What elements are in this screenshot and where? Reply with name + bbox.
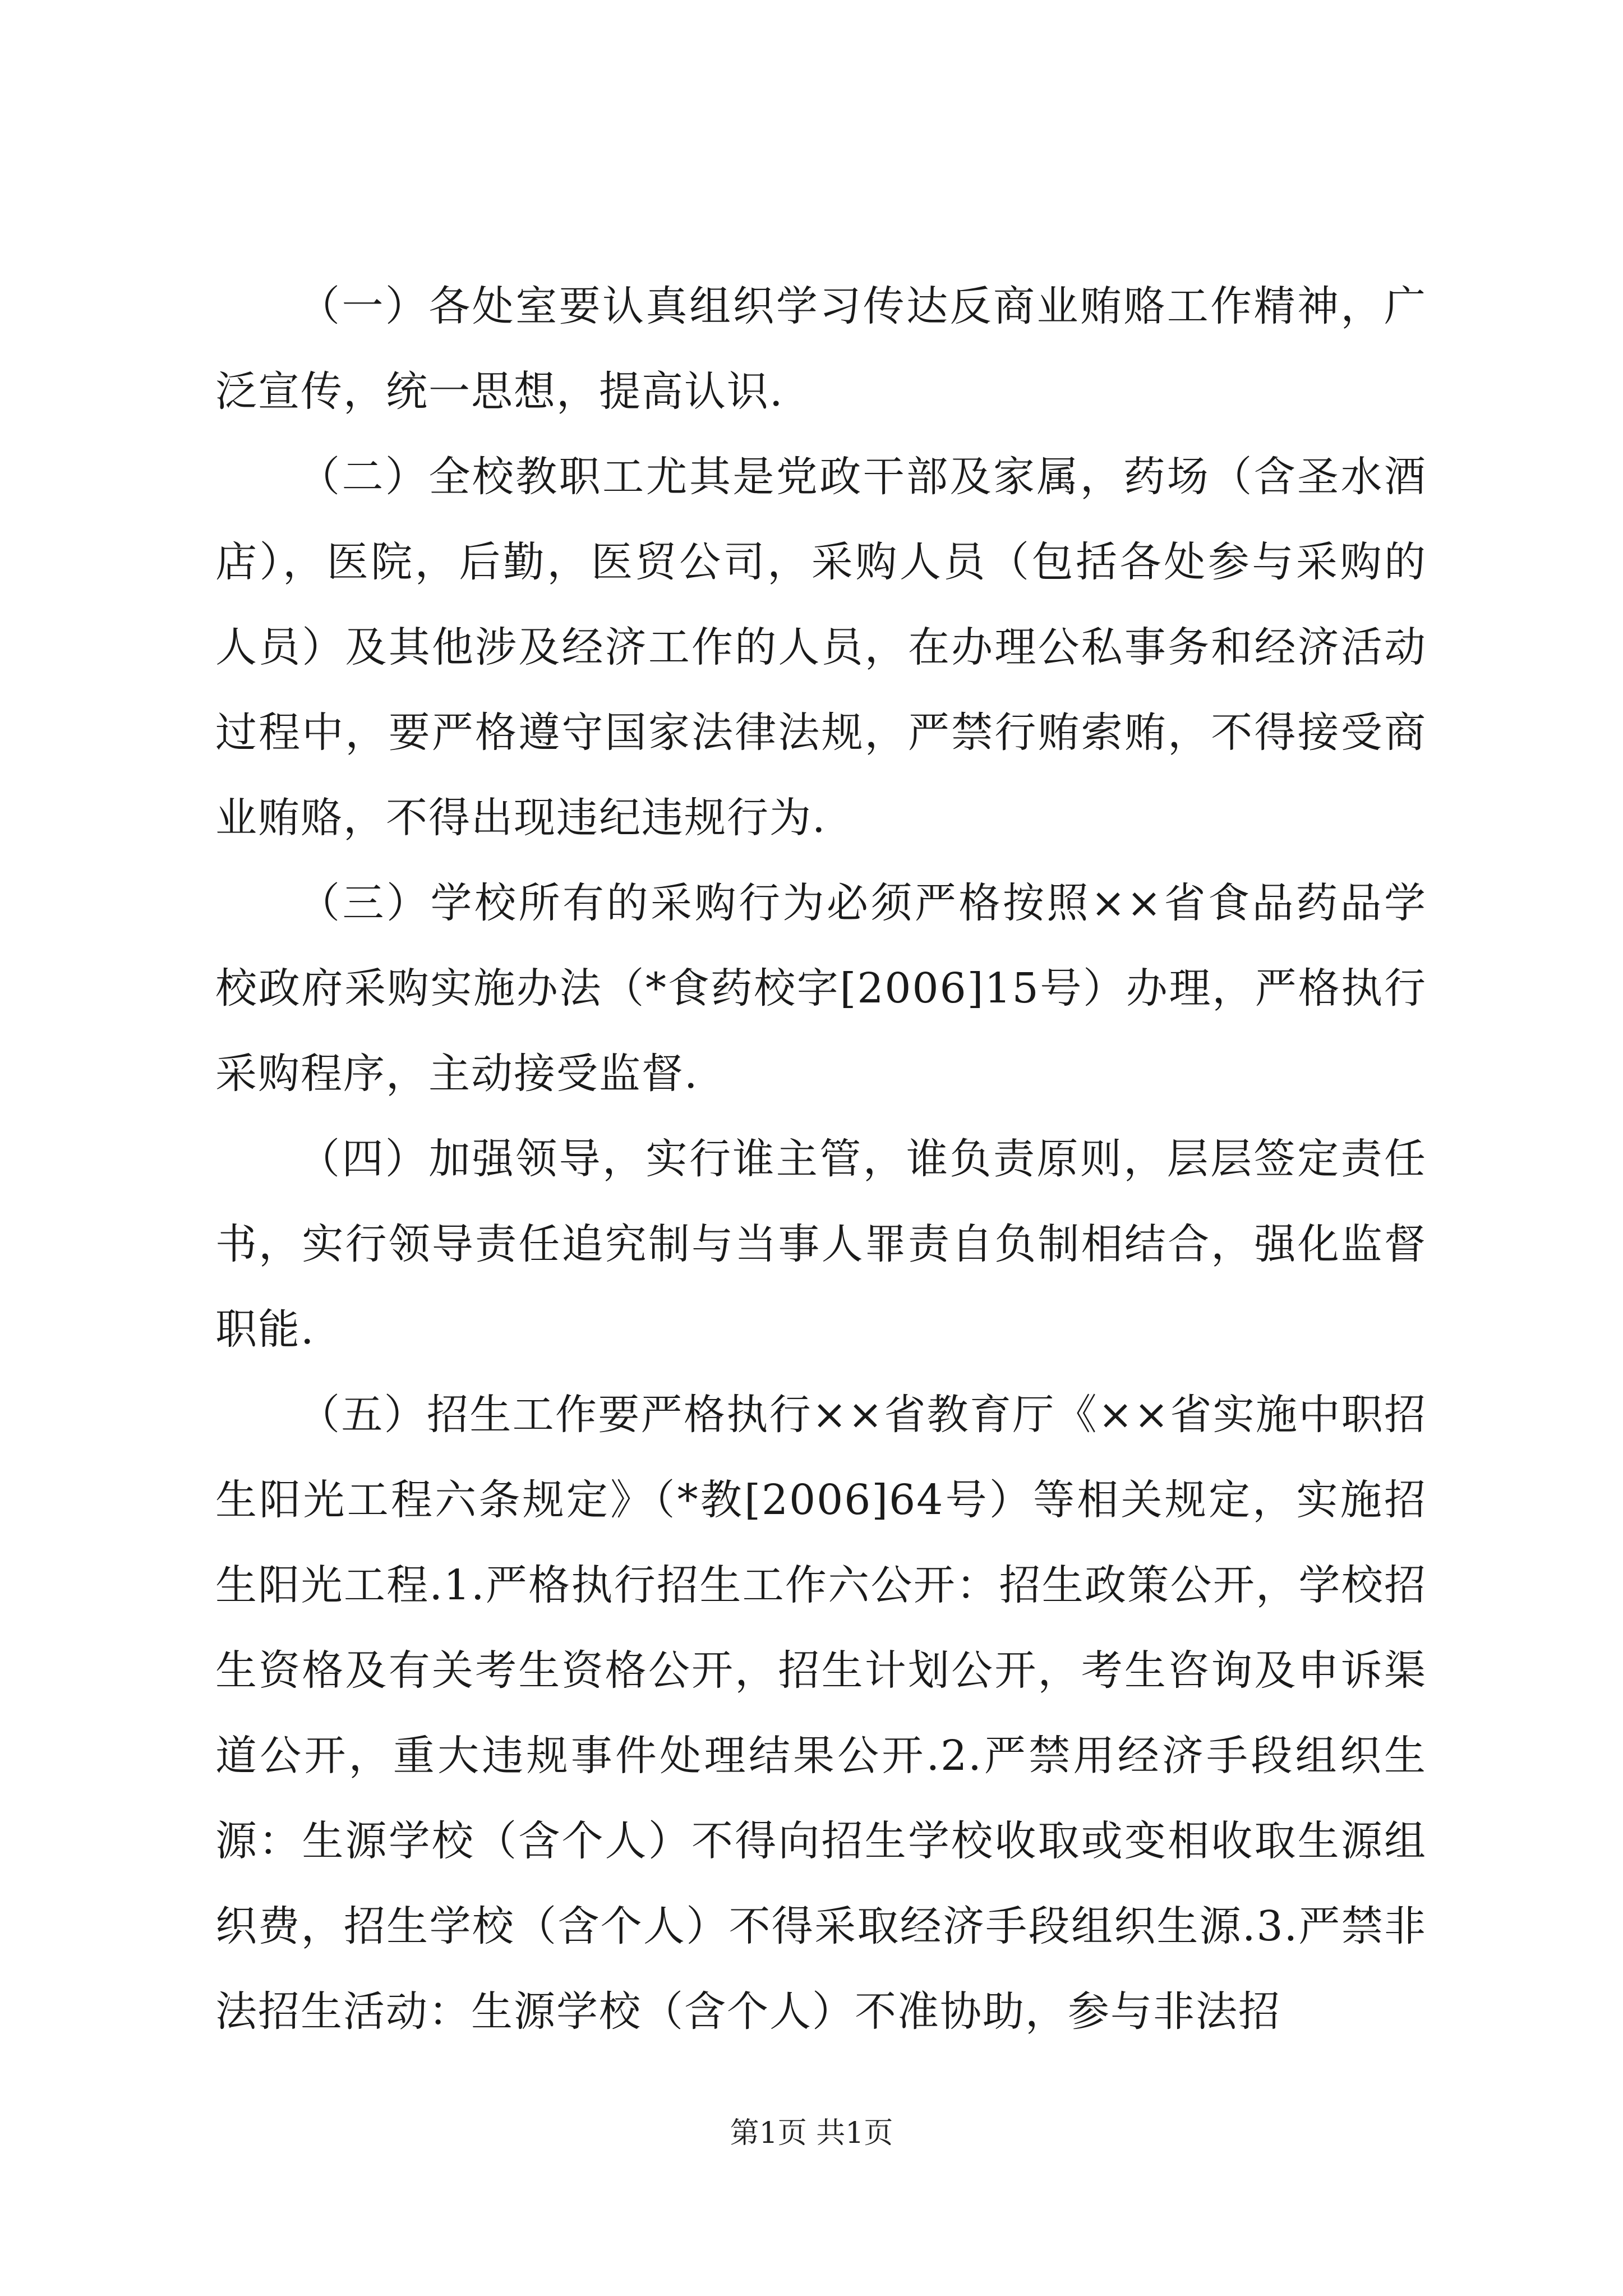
page-footer: 第1页 共1页 (730, 2116, 893, 2150)
paragraph-3: （三）学校所有的采购行为必须严格按照××省食品药品学校政府采购实施办法（*食药校字[2006]15号）办理，严格执行采购程序，主动接受监督. (215, 879, 1427, 1098)
paragraph-1: （一）各处室要认真组织学习传达反商业贿赂工作精神，广泛宣传，统一思想，提高认识. (215, 282, 1427, 416)
document-body (215, 264, 1427, 2054)
paragraph-5: （五）招生工作要严格执行××省教育厅《××省实施中职招生阳光工程六条规定》（*教[2006]64号）等相关规定，实施招生阳光工程.1.严格执行招生工作六公开：招生政策公开，学校招生资格及有关考生资格公开，招生计划公开，考生咨询及申诉渠道公开，重大违规事件处理结果公开.2.严禁用经济手段组织生源：生源学校（含个人）不得向招生学校收取或变相收取生源组织费，招生学校（含个人）不得采取经济手段组织生源.3.严禁非法招生活动：生源学校（含个人）不准协助，参与非法招 (215, 1391, 1427, 2036)
paragraph-2: （二）全校教职工尤其是党政干部及家属，药场（含圣水酒店），医院，后勤，医贸公司，采购人员（包括各处参与采购的人员）及其他涉及经济工作的人员，在办理公私事务和经济活动过程中，要严格遵守国家法律法规，严禁行贿索贿，不得接受商业贿赂，不得出现违纪违规行为. (215, 453, 1427, 842)
paragraph-4: （四）加强领导，实行谁主管，谁负责原则，层层签定责任书，实行领导责任追究制与当事人罪责自负制相结合，强化监督职能. (215, 1135, 1427, 1354)
